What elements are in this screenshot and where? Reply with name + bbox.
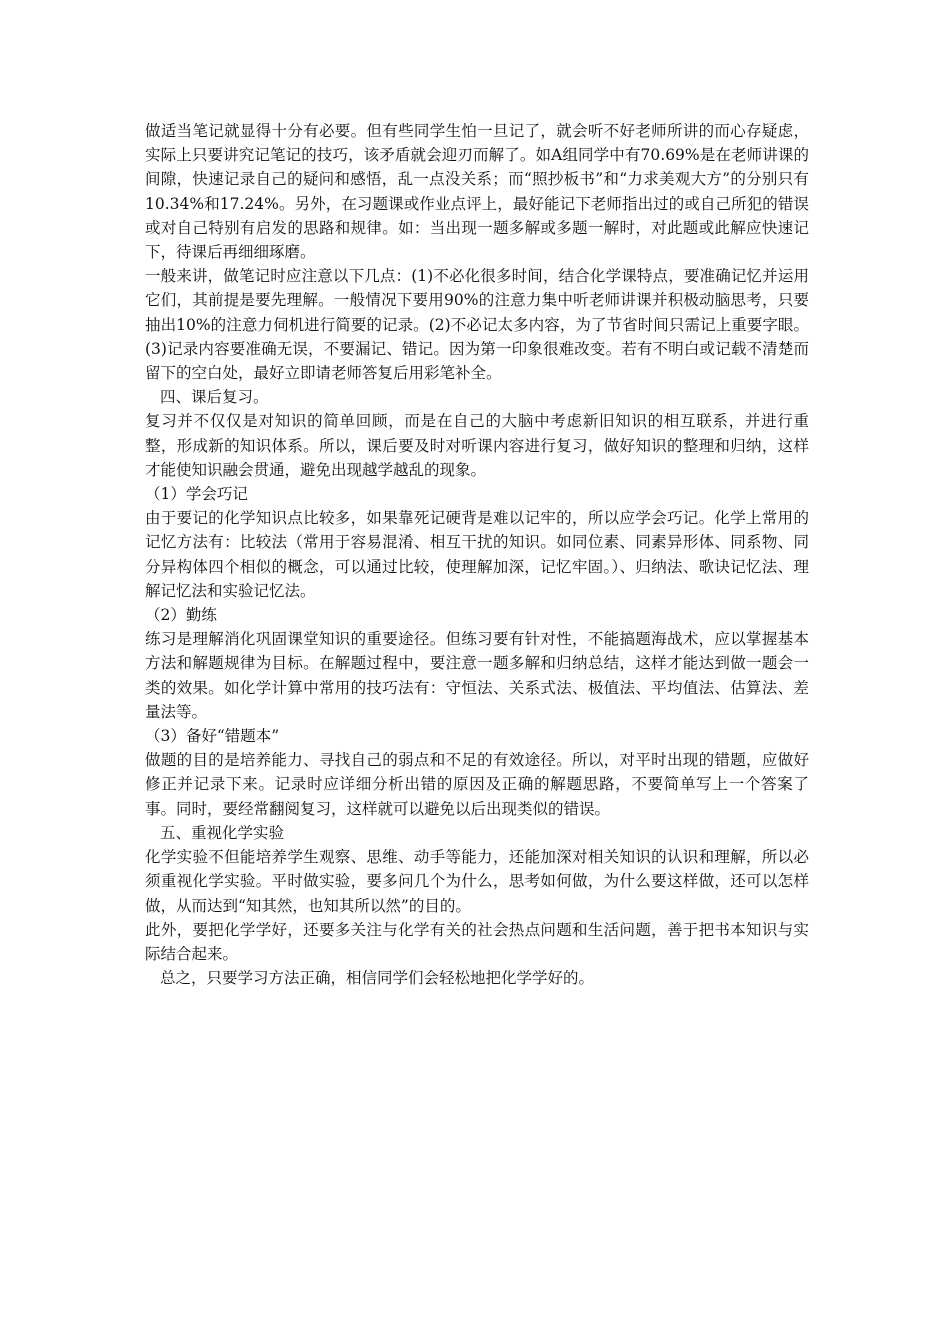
paragraph-note-importance: 做适当笔记就显得十分有必要。但有些同学生怕一旦记了，就会听不好老师所讲的而心存疑虑，实际上只要讲究记笔记的技巧，该矛盾就会迎刃而解了。如A组同学中有70.69%是在老师讲课的间隙，快速记录自己的疑问和感悟，乱一点没关系；而“照抄板书”和“力求美观大方”的分别只有10.34%和17.24%。另外，在习题课或作业点评上，最好能记下老师指出过的或自己所犯的错误或对自己特别有启发的思路和规律。如：当出现一题多解或多题一解时，对此题或此解应快速记下，待课后再细细琢磨。 [145, 122, 809, 262]
paragraph-experiment: 化学实验不但能培养学生观察、思维、动手等能力，还能加深对相关知识的认识和理解，所以必须重视化学实验。平时做实验，要多问几个为什么，思考如何做，为什么要这样做，还可以怎样做，从而达到“知其然，也知其所以然”的目的。 [145, 848, 809, 915]
document-body [145, 119, 809, 990]
paragraph-error-book: 做题的目的是培养能力、寻找自己的弱点和不足的有效途径。所以，对平时出现的错题，应做好修正并记录下来。记录时应详细分析出错的原因及正确的解题思路，不要简单写上一个答案了事。同时，要经常翻阅复习，这样就可以避免以后出现类似的错误。 [145, 751, 809, 818]
subheading-memorize: （1）学会巧记 [145, 485, 248, 504]
paragraph-conclusion: 总之，只要学习方法正确，相信同学们会轻松地把化学学好的。 [160, 969, 595, 988]
paragraph-practice: 练习是理解消化巩固课堂知识的重要途径。但练习要有针对性，不能搞题海战术，应以掌握基本方法和解题规律为目标。在解题过程中，要注意一题多解和归纳总结，这样才能达到做一题会一类的效果。如化学计算中常用的技巧法有：守恒法、关系式法、极值法、平均值法、估算法、差量法等。 [145, 630, 809, 721]
paragraph-note-tips: 一般来讲，做笔记时应注意以下几点：(1)不必化很多时间，结合化学课特点，要准确记忆并运用它们，其前提是要先理解。一般情况下要用90%的注意力集中听老师讲课并积极动脑思考，只要抽出10%的注意力伺机进行简要的记录。(2)不必记太多内容，为了节省时间只需记上重要字眼。(3)记录内容要准确无误，不要漏记、错记。因为第一印象很难改变。若有不明白或记载不清楚而留下的空白处，最好立即请老师答复后用彩笔补全。 [145, 267, 809, 383]
heading-review: 四、课后复习。 [160, 388, 269, 407]
subheading-error-book: （3）备好“错题本” [145, 727, 280, 746]
subheading-practice: （2）勤练 [145, 606, 217, 625]
heading-experiment: 五、重视化学实验 [160, 823, 285, 842]
paragraph-review-intro: 复习并不仅仅是对知识的简单回顾，而是在自己的大脑中考虑新旧知识的相互联系，并进行重整，形成新的知识体系。所以，课后要及时对听课内容进行复习，做好知识的整理和归纳，这样才能使知识融会贯通，避免出现越学越乱的现象。 [145, 412, 809, 479]
paragraph-memorize: 由于要记的化学知识点比较多，如果靠死记硬背是难以记牢的，所以应学会巧记。化学上常用的记忆方法有：比较法（常用于容易混淆、相互干扰的知识。如同位素、同素异形体、同系物、同分异构体四个相似的概念，可以通过比较，使理解加深，记忆牢固。）、归纳法、歌诀记忆法、理解记忆法和实验记忆法。 [145, 509, 809, 600]
paragraph-social-issues: 此外，要把化学学好，还要多关注与化学有关的社会热点问题和生活问题，善于把书本知识与实际结合起来。 [145, 920, 809, 963]
